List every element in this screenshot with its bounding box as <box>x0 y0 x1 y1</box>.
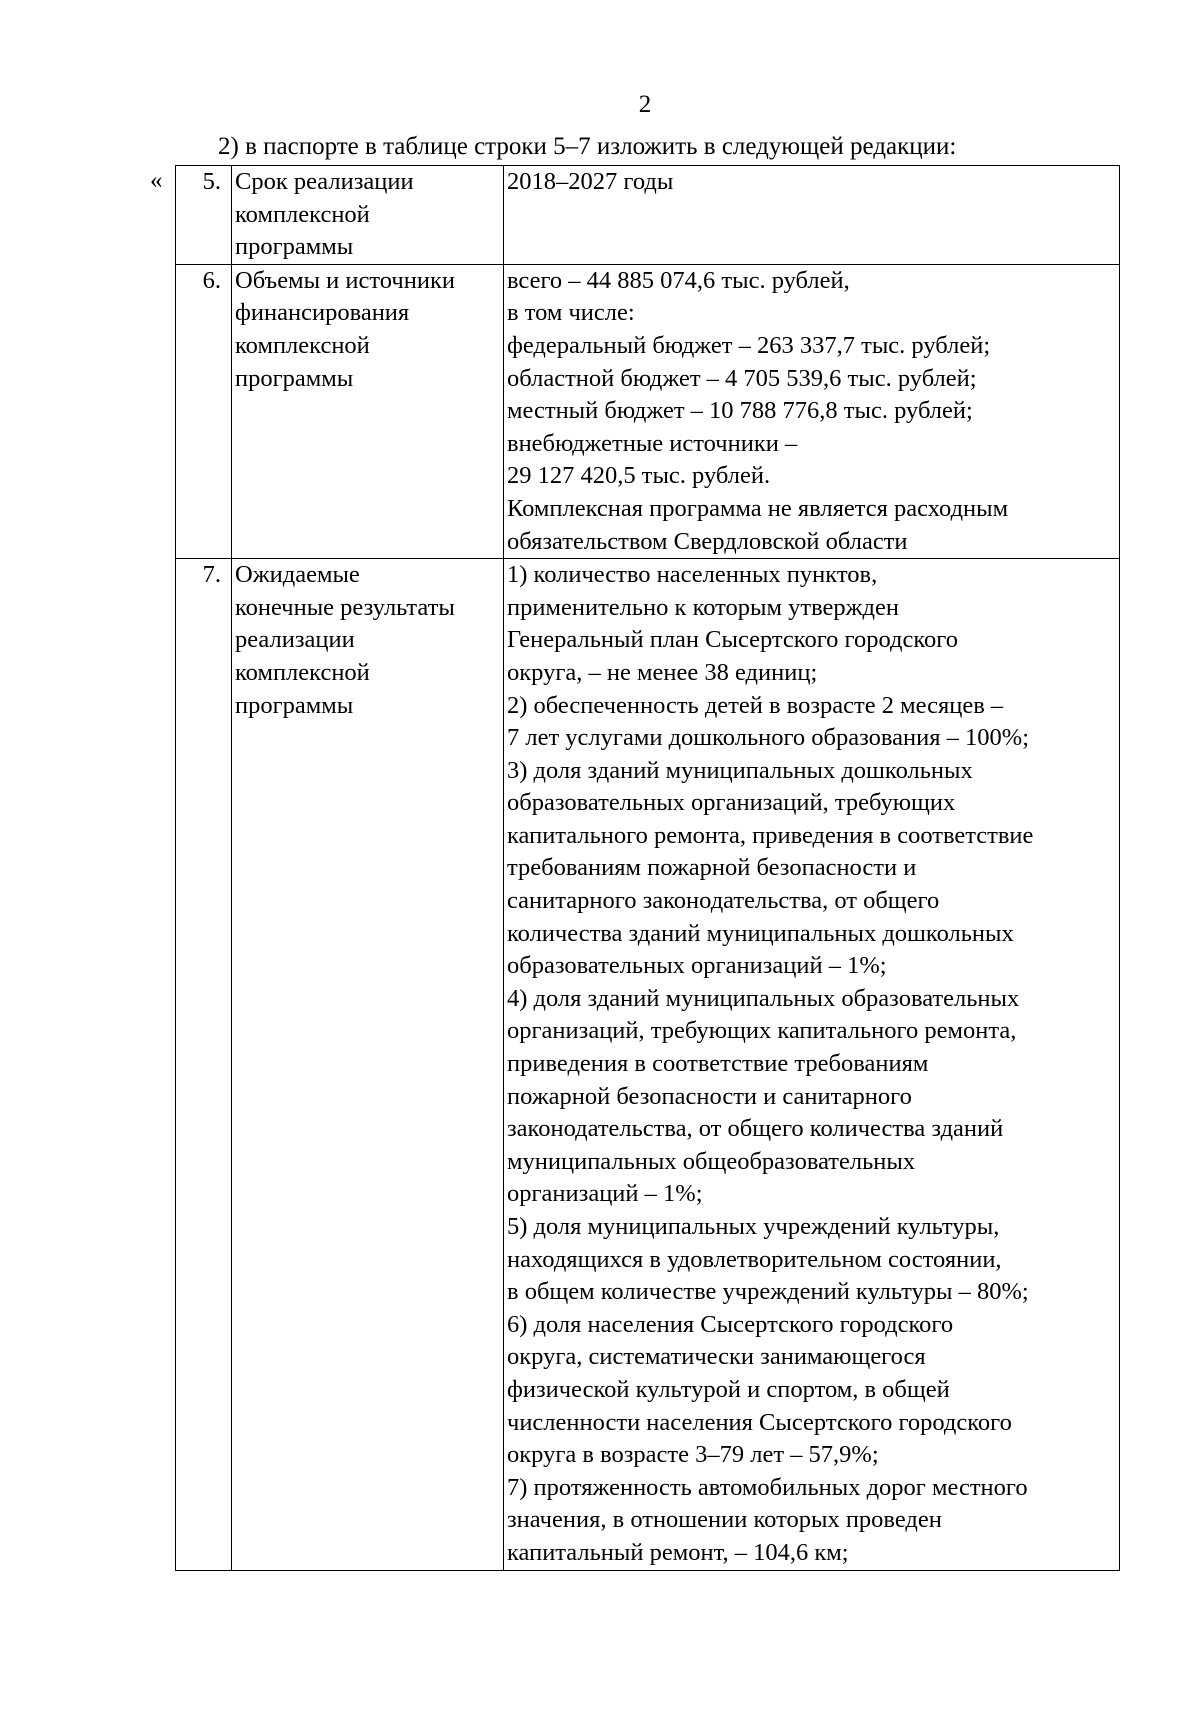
value-line: 29 127 420,5 тыс. рублей. <box>507 462 771 490</box>
value-line: организаций – 1%; <box>507 1180 703 1208</box>
open-quote: « <box>150 167 163 194</box>
label-line: программы <box>235 233 354 261</box>
value-line: 3) доля зданий муниципальных дошкольных <box>507 756 973 784</box>
value-line: 1) количество населенных пунктов, <box>507 561 878 589</box>
label-line: реализации <box>235 626 355 654</box>
table-row <box>176 559 1120 1570</box>
value-line: образовательных организаций – 1%; <box>507 952 887 980</box>
value-line: Комплексная программа не является расходным <box>507 494 1009 522</box>
value-line: законодательства, от общего количества зданий <box>507 1115 1004 1143</box>
value-line: округа, систематически занимающегося <box>507 1343 926 1371</box>
value-line: пожарной безопасности и санитарного <box>507 1082 912 1110</box>
value-line: применительно к которым утвержден <box>507 593 900 621</box>
passport-table <box>175 165 1120 1571</box>
value-line: Генеральный план Сысертского городского <box>507 626 958 654</box>
value-line: 4) доля зданий муниципальных образовательных <box>507 984 1020 1012</box>
label-line: комплексной <box>235 200 370 228</box>
value-line: федеральный бюджет – 263 337,7 тыс. рублей; <box>507 331 991 359</box>
value-line: численности населения Сысертского городского <box>507 1408 1012 1436</box>
intro-text: 2) в паспорте в таблице строки 5–7 изложить в следующей редакции: <box>218 133 957 160</box>
value-line: округа, – не менее 38 единиц; <box>507 658 818 686</box>
row-label <box>232 264 504 558</box>
label-line: программы <box>235 691 354 719</box>
value-line: физической культурой и спортом, в общей <box>507 1375 950 1403</box>
value-line: всего – 44 885 074,6 тыс. рублей, <box>507 266 850 294</box>
row-value <box>504 166 1120 265</box>
value-line: 7 лет услугами дошкольного образования – 100%; <box>507 724 1030 752</box>
value-line: местный бюджет – 10 788 776,8 тыс. рублей; <box>507 397 973 425</box>
row-label <box>232 559 504 1570</box>
value-line: санитарного законодательства, от общего <box>507 887 940 915</box>
value-line: в том числе: <box>507 299 635 327</box>
table-row <box>176 264 1120 558</box>
label-line: комплексной <box>235 658 370 686</box>
label-line: Объемы и источники <box>235 266 455 294</box>
table-row <box>176 166 1120 265</box>
value-line: требованиям пожарной безопасности и <box>507 854 917 882</box>
value-line: областной бюджет – 4 705 539,6 тыс. рублей; <box>507 364 977 392</box>
label-line: Срок реализации <box>235 168 414 195</box>
value-line: 6) доля населения Сысертского городского <box>507 1310 954 1338</box>
value-line: обязательством Свердловской области <box>507 527 908 555</box>
label-line: программы <box>235 364 354 392</box>
value-line: 2018–2027 годы <box>507 168 674 195</box>
row-number: 5. <box>176 166 232 265</box>
row-number: 7. <box>176 559 232 1570</box>
value-line: количества зданий муниципальных дошкольных <box>507 919 1014 947</box>
row-value <box>504 264 1120 558</box>
value-line: приведения в соответствие требованиям <box>507 1050 929 1078</box>
label-line: финансирования <box>235 299 410 327</box>
label-line: конечные результаты <box>235 593 455 621</box>
value-line: 2) обеспеченность детей в возрасте 2 месяцев – <box>507 691 1004 719</box>
value-line: находящихся в удовлетворительном состоянии, <box>507 1245 1002 1273</box>
value-line: организаций, требующих капитального ремонта, <box>507 1017 1017 1045</box>
label-line: Ожидаемые <box>235 561 360 589</box>
value-line: муниципальных общеобразовательных <box>507 1147 916 1175</box>
value-line: капитального ремонта, приведения в соответствие <box>507 821 1034 849</box>
value-line: внебюджетные источники – <box>507 429 798 457</box>
label-line: комплексной <box>235 331 370 359</box>
value-line: в общем количестве учреждений культуры – 80%; <box>507 1278 1029 1306</box>
value-line: значения, в отношении которых проведен <box>507 1506 942 1534</box>
value-line: капитальный ремонт, – 104,6 км; <box>507 1538 849 1566</box>
row-number: 6. <box>176 264 232 558</box>
value-line: 7) протяженность автомобильных дорог местного <box>507 1473 1028 1501</box>
value-line: округа в возрасте 3–79 лет – 57,9%; <box>507 1441 879 1469</box>
row-value <box>504 559 1120 1570</box>
value-line: 5) доля муниципальных учреждений культуры, <box>507 1213 1000 1240</box>
page-number: 2 <box>638 91 652 118</box>
value-line: образовательных организаций, требующих <box>507 789 956 817</box>
row-label <box>232 166 504 265</box>
